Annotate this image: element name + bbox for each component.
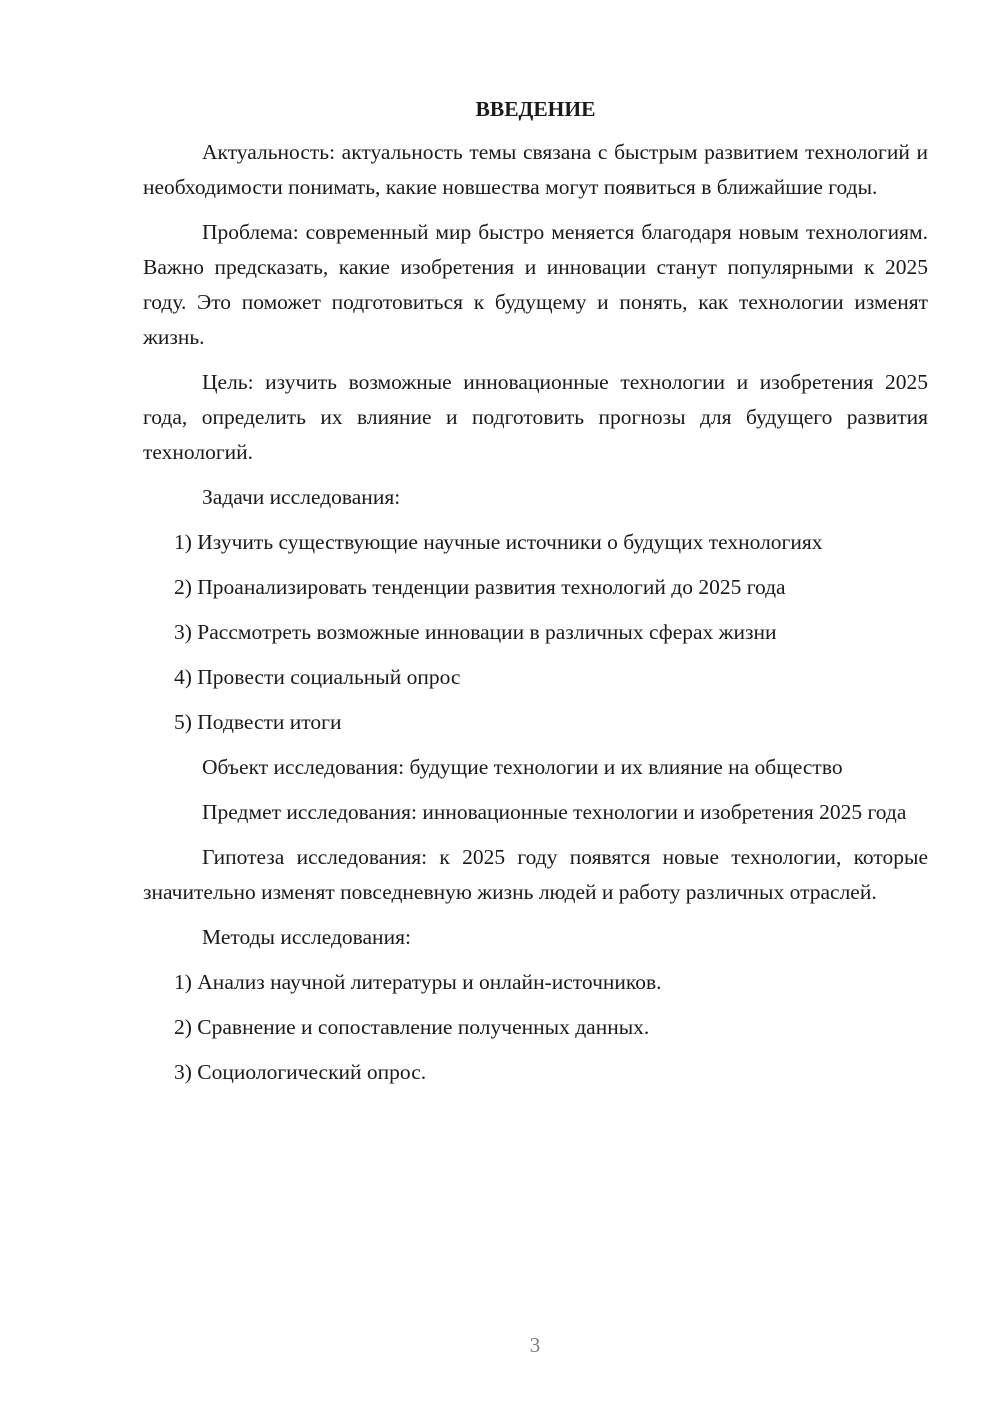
page-content bbox=[143, 92, 928, 1100]
list-item: 4) Провести социальный опрос bbox=[174, 665, 461, 689]
methods-label: Методы исследования: bbox=[202, 925, 411, 949]
list-item: 3) Социологический опрос. bbox=[174, 1060, 427, 1084]
object-paragraph: Объект исследования: будущие технологии и их влияние на общество bbox=[202, 755, 843, 779]
list-item: 1) Анализ научной литературы и онлайн-источников. bbox=[174, 970, 662, 994]
list-item: 2) Проанализировать тенденции развития технологий до 2025 года bbox=[174, 575, 786, 599]
list-item: 5) Подвести итоги bbox=[174, 710, 342, 734]
tasks-label: Задачи исследования: bbox=[202, 485, 401, 509]
goal-paragraph: Цель: изучить возможные инновационные технологии и изобретения 2025 года, определить их влияние и подготовить прогнозы для будущего развития технологий. bbox=[143, 370, 928, 464]
problem-paragraph: Проблема: современный мир быстро меняется благодаря новым технологиям. Важно предсказать, какие изобретения и инновации станут популярными к 2025 году. Это поможет подготовиться к будущему и понять, как технологии изменят жизнь. bbox=[143, 220, 928, 349]
tasks-list bbox=[143, 525, 928, 740]
subject-paragraph: Предмет исследования: инновационные технологии и изобретения 2025 года bbox=[202, 800, 907, 824]
list-item: 2) Сравнение и сопоставление полученных данных. bbox=[174, 1015, 650, 1039]
methods-list bbox=[143, 965, 928, 1090]
list-item: 3) Рассмотреть возможные инновации в различных сферах жизни bbox=[174, 620, 777, 644]
page-title: ВВЕДЕНИЕ bbox=[475, 97, 596, 121]
list-item: 1) Изучить существующие научные источники о будущих технологиях bbox=[174, 530, 823, 554]
page-number: 3 bbox=[529, 1333, 541, 1357]
relevance-paragraph: Актуальность: актуальность темы связана с быстрым развитием технологий и необходимости понимать, какие новшества могут появиться в ближайшие годы. bbox=[143, 140, 928, 199]
hypothesis-paragraph: Гипотеза исследования: к 2025 году появятся новые технологии, которые значительно изменят повседневную жизнь людей и работу различных отраслей. bbox=[143, 845, 928, 904]
